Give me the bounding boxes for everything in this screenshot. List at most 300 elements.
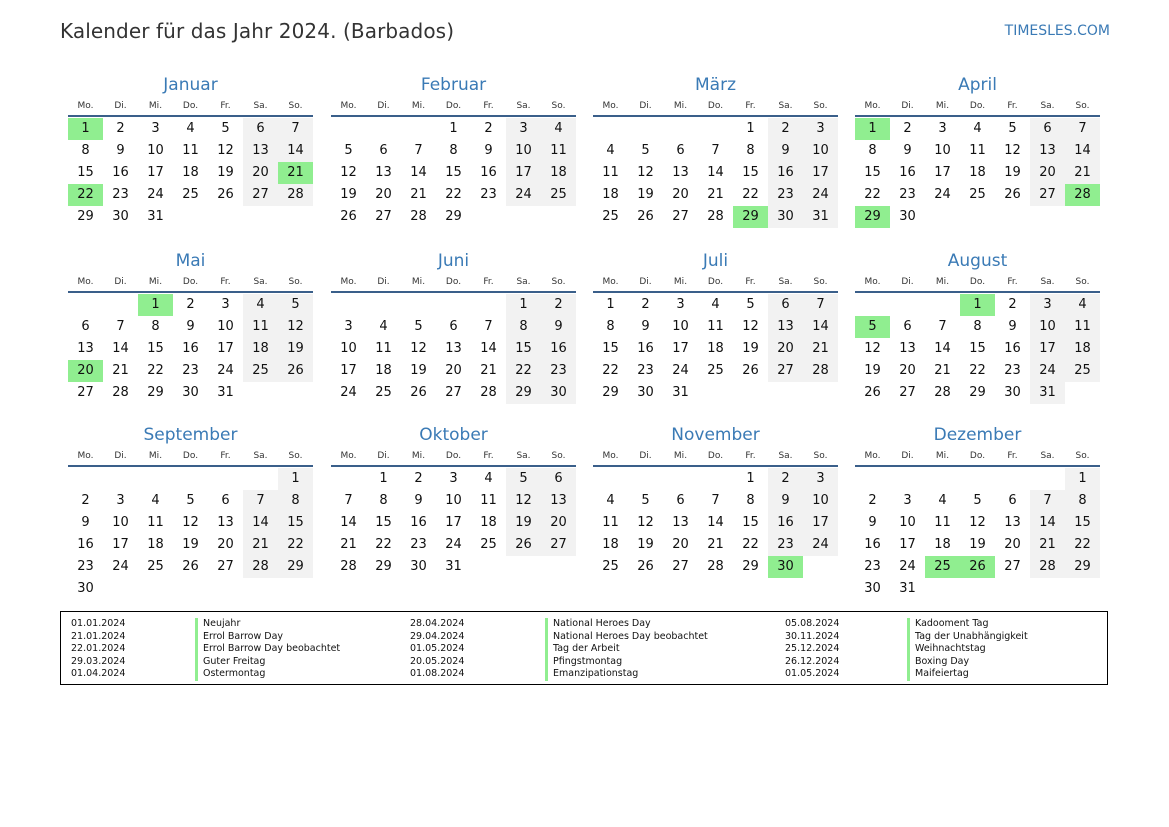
day-cell: 30 (1004, 385, 1021, 400)
day-cell: 21 (934, 363, 951, 378)
legend-date: 20.05.2024 (410, 655, 465, 667)
day-cell: 12 (969, 515, 986, 530)
day-cell: 26 (340, 209, 357, 224)
day-cell: 21 (112, 363, 129, 378)
day-cell: 8 (606, 319, 615, 334)
day-cell: 14 (707, 515, 724, 530)
day-cell: 20 (672, 187, 689, 202)
day-cell: 9 (868, 515, 877, 530)
weekday-label: Do. (182, 101, 199, 111)
day-cell: 11 (969, 143, 986, 158)
day-grid (331, 468, 576, 578)
day-cell: 29 (147, 385, 164, 400)
day-cell: 22 (1065, 534, 1100, 556)
day-cell: 4 (379, 319, 388, 334)
day-cell: 27 (375, 209, 392, 224)
day-cell: 7 (803, 294, 838, 316)
weekday-label: Mo. (77, 101, 94, 111)
day-cell: 18 (375, 363, 392, 378)
empty-cell (925, 294, 960, 316)
weekday-label: Sa. (253, 451, 268, 461)
month-name: November (671, 425, 760, 445)
day-cell: 9 (903, 143, 912, 158)
weekday-label: Sa. (778, 451, 793, 461)
day-cell: 20 (445, 363, 462, 378)
weekday-label: Mo. (77, 451, 94, 461)
day-cell: 25 (602, 209, 619, 224)
weekday-header (855, 275, 1100, 289)
day-cell: 14 (707, 165, 724, 180)
holiday-cell: 28 (1065, 184, 1100, 206)
day-cell: 18 (934, 537, 951, 552)
day-cell: 25 (243, 360, 278, 382)
empty-cell (855, 468, 890, 490)
day-cell: 12 (410, 341, 427, 356)
weekday-label: Fr. (483, 101, 494, 111)
weekday-label: Do. (182, 451, 199, 461)
weekday-header (68, 275, 313, 289)
day-cell: 26 (217, 187, 234, 202)
month-divider (68, 115, 313, 117)
weekday-label: Do. (707, 277, 724, 287)
day-cell: 28 (934, 385, 951, 400)
legend-holiday-name: National Heroes Day beobachtet (545, 631, 708, 644)
day-cell: 6 (676, 493, 685, 508)
weekday-label: Mo. (864, 277, 881, 287)
weekday-label: Mi. (935, 451, 950, 461)
day-cell: 5 (641, 143, 650, 158)
day-cell: 9 (116, 143, 125, 158)
day-cell: 28 (112, 385, 129, 400)
legend-date: 21.01.2024 (71, 630, 126, 642)
weekday-header (68, 99, 313, 113)
day-cell: 5 (278, 294, 313, 316)
day-grid (855, 468, 1100, 600)
day-cell: 6 (903, 319, 912, 334)
day-cell: 30 (410, 559, 427, 574)
day-cell: 30 (637, 385, 654, 400)
day-cell: 1 (506, 294, 541, 316)
day-cell: 22 (969, 363, 986, 378)
day-cell: 19 (1004, 165, 1021, 180)
day-cell: 8 (973, 319, 982, 334)
day-cell: 10 (899, 515, 916, 530)
weekday-label: So. (288, 277, 303, 287)
day-cell: 3 (151, 121, 160, 136)
day-cell: 22 (864, 187, 881, 202)
day-cell: 31 (147, 209, 164, 224)
weekday-label: Di. (114, 277, 127, 287)
day-cell: 23 (480, 187, 497, 202)
day-cell: 6 (243, 118, 278, 140)
weekday-label: Mi. (673, 451, 688, 461)
weekday-label: So. (813, 277, 828, 287)
day-cell: 26 (1004, 187, 1021, 202)
legend-name-column (545, 618, 708, 681)
day-cell: 29 (278, 556, 313, 578)
month-divider (855, 465, 1100, 467)
day-cell: 2 (81, 493, 90, 508)
day-cell: 21 (1065, 162, 1100, 184)
day-cell: 12 (742, 319, 759, 334)
day-cell: 28 (707, 209, 724, 224)
day-cell: 22 (147, 363, 164, 378)
weekday-label: Mi. (673, 277, 688, 287)
day-cell: 24 (445, 537, 462, 552)
weekday-label: Sa. (778, 101, 793, 111)
day-cell: 22 (506, 360, 541, 382)
day-cell: 18 (147, 537, 164, 552)
day-cell: 1 (746, 471, 755, 486)
day-cell: 2 (186, 297, 195, 312)
day-cell: 24 (803, 534, 838, 556)
day-cell: 23 (899, 187, 916, 202)
weekday-header (331, 275, 576, 289)
month-divider (855, 291, 1100, 293)
weekday-label: Fr. (483, 451, 494, 461)
weekday-label: Sa. (516, 101, 531, 111)
day-cell: 9 (484, 143, 493, 158)
day-cell: 16 (768, 162, 803, 184)
day-cell: 6 (541, 468, 576, 490)
empty-cell (366, 118, 401, 140)
day-cell: 17 (147, 165, 164, 180)
day-cell: 19 (410, 363, 427, 378)
day-cell: 31 (899, 581, 916, 596)
day-cell: 12 (506, 490, 541, 512)
day-cell: 2 (116, 121, 125, 136)
weekday-label: Mo. (340, 451, 357, 461)
day-cell: 24 (672, 363, 689, 378)
day-cell: 27 (1004, 559, 1021, 574)
day-cell: 19 (506, 512, 541, 534)
day-cell: 31 (445, 559, 462, 574)
weekday-label: Mo. (602, 451, 619, 461)
legend-date: 05.08.2024 (785, 618, 840, 629)
legend-name-column (195, 618, 340, 681)
weekday-label: Di. (639, 451, 652, 461)
day-cell: 12 (340, 165, 357, 180)
day-cell: 12 (217, 143, 234, 158)
month-divider (593, 291, 838, 293)
day-cell: 16 (77, 537, 94, 552)
day-cell: 20 (1004, 537, 1021, 552)
month-divider (593, 465, 838, 467)
weekday-label: Mo. (602, 277, 619, 287)
legend-holiday-name: Tag der Unabhängigkeit (907, 631, 1028, 644)
day-cell: 28 (340, 559, 357, 574)
day-cell: 25 (602, 559, 619, 574)
day-cell: 22 (278, 534, 313, 556)
weekday-label: Mi. (148, 451, 163, 461)
day-cell: 15 (1065, 512, 1100, 534)
weekday-header (331, 99, 576, 113)
day-cell: 14 (112, 341, 129, 356)
month-september (68, 423, 313, 600)
day-cell: 2 (868, 493, 877, 508)
day-cell: 23 (768, 534, 803, 556)
day-cell: 19 (217, 165, 234, 180)
empty-cell (331, 118, 366, 140)
day-cell: 21 (707, 537, 724, 552)
legend-date: 22.01.2024 (71, 643, 126, 654)
day-grid (331, 294, 576, 404)
day-cell: 8 (746, 493, 755, 508)
day-cell: 29 (506, 382, 541, 404)
weekday-label: Di. (377, 277, 390, 287)
day-cell: 25 (480, 537, 497, 552)
holiday-cell: 25 (925, 556, 960, 578)
legend-holiday-name: Weihnachtstag (907, 643, 1028, 656)
brand-link[interactable]: TIMESLES.COM (1004, 23, 1110, 39)
day-cell: 28 (480, 385, 497, 400)
weekday-label: Sa. (1040, 277, 1055, 287)
weekday-header (68, 449, 313, 463)
day-cell: 10 (506, 140, 541, 162)
day-cell: 3 (938, 121, 947, 136)
weekday-label: Fr. (483, 277, 494, 287)
day-cell: 21 (480, 363, 497, 378)
day-cell: 17 (1030, 338, 1065, 360)
month-divider (855, 115, 1100, 117)
day-cell: 18 (1065, 338, 1100, 360)
empty-cell (628, 468, 663, 490)
day-cell: 9 (414, 493, 423, 508)
day-cell: 12 (637, 165, 654, 180)
day-cell: 31 (217, 385, 234, 400)
legend-date: 01.08.2024 (410, 668, 465, 679)
legend-holiday-name: Errol Barrow Day beobachtet (195, 643, 340, 656)
weekday-label: Di. (114, 101, 127, 111)
day-cell: 30 (541, 382, 576, 404)
weekday-label: Do. (969, 101, 986, 111)
day-cell: 21 (1030, 534, 1065, 556)
day-cell: 8 (1065, 490, 1100, 512)
weekday-label: Mi. (411, 101, 426, 111)
day-cell: 14 (803, 316, 838, 338)
day-cell: 7 (938, 319, 947, 334)
month-name: April (958, 75, 997, 95)
day-cell: 25 (375, 385, 392, 400)
day-cell: 7 (243, 490, 278, 512)
legend-date: 01.04.2024 (71, 668, 126, 679)
empty-cell (995, 468, 1030, 490)
day-cell: 8 (506, 316, 541, 338)
day-cell: 24 (506, 184, 541, 206)
day-cell: 9 (768, 140, 803, 162)
day-cell: 22 (375, 537, 392, 552)
weekday-label: Do. (445, 101, 462, 111)
day-cell: 27 (899, 385, 916, 400)
day-cell: 15 (602, 341, 619, 356)
holiday-cell: 22 (68, 184, 103, 206)
day-cell: 1 (1065, 468, 1100, 490)
day-cell: 12 (1004, 143, 1021, 158)
day-cell: 7 (711, 493, 720, 508)
day-cell: 2 (768, 118, 803, 140)
day-cell: 27 (243, 184, 278, 206)
day-cell: 11 (1065, 316, 1100, 338)
weekday-label: Di. (901, 101, 914, 111)
day-cell: 19 (182, 537, 199, 552)
day-cell: 17 (934, 165, 951, 180)
day-cell: 13 (243, 140, 278, 162)
empty-cell (628, 118, 663, 140)
empty-cell (173, 468, 208, 490)
month-divider (68, 291, 313, 293)
day-cell: 11 (707, 319, 724, 334)
weekday-header (593, 449, 838, 463)
legend-date: 01.05.2024 (410, 643, 465, 654)
weekday-label: Sa. (253, 277, 268, 287)
day-cell: 22 (742, 187, 759, 202)
day-cell: 9 (81, 515, 90, 530)
day-cell: 19 (864, 363, 881, 378)
day-cell: 10 (672, 319, 689, 334)
day-cell: 15 (742, 165, 759, 180)
day-cell: 16 (182, 341, 199, 356)
day-cell: 19 (278, 338, 313, 360)
weekday-header (855, 449, 1100, 463)
day-cell: 10 (217, 319, 234, 334)
day-cell: 16 (768, 512, 803, 534)
day-cell: 6 (449, 319, 458, 334)
empty-cell (960, 468, 995, 490)
day-cell: 14 (934, 341, 951, 356)
month-name: Mai (175, 251, 206, 271)
month-divider (331, 465, 576, 467)
day-cell: 16 (864, 537, 881, 552)
weekday-label: Mi. (411, 277, 426, 287)
day-cell: 10 (112, 515, 129, 530)
legend-holiday-name: National Heroes Day (545, 618, 708, 631)
day-cell: 17 (112, 537, 129, 552)
day-cell: 13 (768, 316, 803, 338)
month-november (593, 423, 838, 578)
weekday-label: Do. (445, 277, 462, 287)
legend-holiday-name: Errol Barrow Day (195, 631, 340, 644)
day-cell: 2 (641, 297, 650, 312)
weekday-header (593, 275, 838, 289)
day-cell: 27 (217, 559, 234, 574)
day-cell: 11 (182, 143, 199, 158)
month-april (855, 73, 1100, 228)
weekday-label: Fr. (745, 101, 756, 111)
weekday-label: Di. (377, 101, 390, 111)
day-cell: 4 (711, 297, 720, 312)
day-cell: 15 (864, 165, 881, 180)
day-cell: 13 (217, 515, 234, 530)
day-cell: 24 (803, 184, 838, 206)
day-cell: 15 (375, 515, 392, 530)
day-cell: 9 (541, 316, 576, 338)
holiday-legend (60, 611, 1108, 685)
weekday-label: So. (1075, 277, 1090, 287)
empty-cell (925, 468, 960, 490)
day-cell: 26 (742, 363, 759, 378)
weekday-label: Do. (707, 451, 724, 461)
day-cell: 16 (1004, 341, 1021, 356)
weekday-label: So. (1075, 101, 1090, 111)
day-cell: 4 (151, 493, 160, 508)
month-mai (68, 249, 313, 404)
weekday-label: So. (551, 101, 566, 111)
month-juli (593, 249, 838, 404)
day-cell: 6 (379, 143, 388, 158)
month-juni (331, 249, 576, 404)
weekday-label: Mi. (148, 277, 163, 287)
day-cell: 26 (506, 534, 541, 556)
day-cell: 18 (182, 165, 199, 180)
day-cell: 13 (445, 341, 462, 356)
day-cell: 23 (410, 537, 427, 552)
weekday-label: So. (813, 101, 828, 111)
weekday-label: Mo. (340, 277, 357, 287)
legend-holiday-name: Pfingstmontag (545, 656, 708, 669)
day-cell: 26 (637, 559, 654, 574)
day-cell: 20 (217, 537, 234, 552)
day-cell: 26 (410, 385, 427, 400)
weekday-label: Di. (639, 277, 652, 287)
day-cell: 8 (379, 493, 388, 508)
day-cell: 16 (541, 338, 576, 360)
day-cell: 18 (969, 165, 986, 180)
day-grid (331, 118, 576, 228)
day-cell: 7 (484, 319, 493, 334)
day-cell: 9 (641, 319, 650, 334)
day-grid (68, 468, 313, 600)
day-cell: 4 (541, 118, 576, 140)
day-cell: 3 (676, 297, 685, 312)
day-grid (68, 294, 313, 404)
legend-holiday-name: Kadooment Tag (907, 618, 1028, 631)
day-cell: 24 (147, 187, 164, 202)
day-cell: 11 (480, 493, 497, 508)
day-cell: 27 (1030, 184, 1065, 206)
empty-cell (401, 118, 436, 140)
day-cell: 3 (803, 118, 838, 140)
legend-holiday-name: Maifeiertag (907, 668, 1028, 681)
month-name: März (695, 75, 736, 95)
day-cell: 13 (899, 341, 916, 356)
day-cell: 22 (602, 363, 619, 378)
day-cell: 5 (414, 319, 423, 334)
weekday-label: Fr. (745, 277, 756, 287)
day-cell: 17 (803, 162, 838, 184)
legend-holiday-name: Ostermontag (195, 668, 340, 681)
month-name: Oktober (419, 425, 488, 445)
weekday-label: Di. (114, 451, 127, 461)
day-cell: 17 (899, 537, 916, 552)
day-cell: 7 (414, 143, 423, 158)
day-cell: 8 (868, 143, 877, 158)
day-cell: 24 (112, 559, 129, 574)
holiday-cell: 1 (138, 294, 173, 316)
day-cell: 4 (606, 493, 615, 508)
weekday-label: So. (288, 101, 303, 111)
day-cell: 16 (410, 515, 427, 530)
day-cell: 7 (278, 118, 313, 140)
day-cell: 8 (151, 319, 160, 334)
day-grid (855, 294, 1100, 404)
day-cell: 23 (541, 360, 576, 382)
day-cell: 17 (506, 162, 541, 184)
weekday-label: So. (813, 451, 828, 461)
day-grid (68, 118, 313, 228)
day-cell: 20 (375, 187, 392, 202)
day-cell: 23 (112, 187, 129, 202)
day-cell: 3 (1030, 294, 1065, 316)
